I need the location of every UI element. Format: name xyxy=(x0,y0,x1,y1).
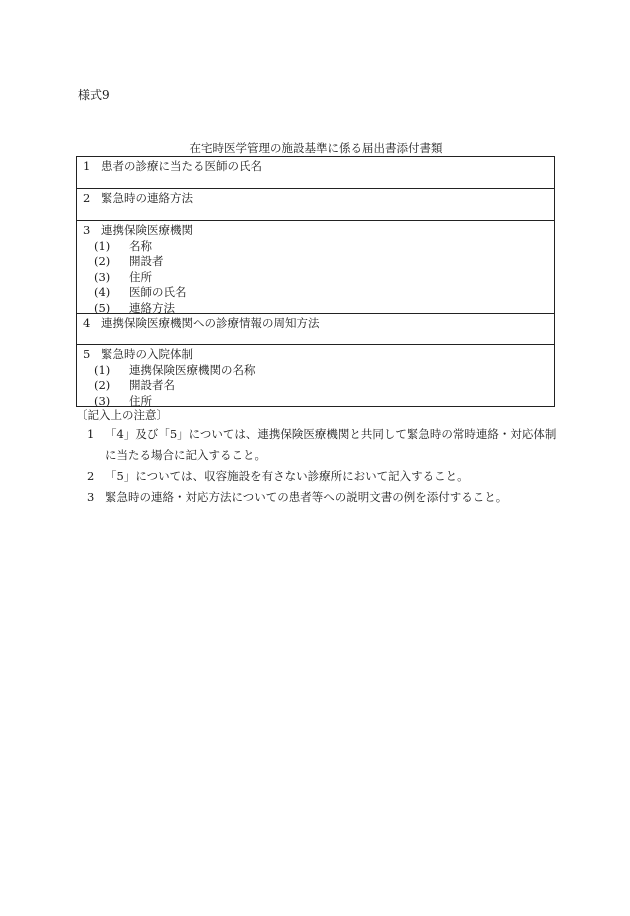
form-number: 様式9 xyxy=(78,88,110,102)
form-table xyxy=(76,156,555,407)
sub-item-number: (5) xyxy=(94,300,111,315)
section-label: 緊急時の連絡方法 xyxy=(101,191,193,205)
section-2 xyxy=(77,188,554,220)
sub-item-label: 住所 xyxy=(129,269,152,284)
note-number: 2 xyxy=(87,469,95,483)
note-number: 1 xyxy=(87,427,95,441)
section-number: 2 xyxy=(83,191,91,205)
section-5 xyxy=(77,344,554,406)
sub-item-number: (1) xyxy=(94,238,111,253)
sub-item-label: 開設者 xyxy=(129,254,164,268)
sub-item xyxy=(83,378,554,394)
sub-item-number: (2) xyxy=(94,378,111,392)
sub-item xyxy=(83,285,554,301)
section-label: 緊急時の入院体制 xyxy=(101,347,193,361)
section-4 xyxy=(77,313,554,344)
sub-item xyxy=(83,363,554,379)
section-heading xyxy=(83,316,554,332)
section-label: 連携保険医療機関 xyxy=(101,223,193,237)
note-item xyxy=(87,487,566,508)
note-text: 「5」については、収容施設を有さない診療所において記入すること。 xyxy=(105,469,469,483)
notes-block xyxy=(76,406,566,508)
sub-item-number: (3) xyxy=(94,393,111,408)
section-3 xyxy=(77,220,554,313)
sub-item-label: 連携保険医療機関の名称 xyxy=(129,362,256,377)
section-label: 連携保険医療機関への診療情報の周知方法 xyxy=(101,316,320,330)
section-label: 患者の診療に当たる医師の氏名 xyxy=(101,159,262,173)
section-heading xyxy=(83,223,554,239)
sub-item-number: (3) xyxy=(94,269,111,284)
section-number: 1 xyxy=(83,159,91,173)
sub-item-label: 開設者名 xyxy=(129,378,175,392)
note-item xyxy=(87,466,566,487)
sub-item-label: 名称 xyxy=(129,238,152,253)
section-number: 3 xyxy=(83,223,91,237)
sub-item xyxy=(83,254,554,270)
sub-item-label: 医師の氏名 xyxy=(129,285,187,299)
section-number: 4 xyxy=(83,316,91,330)
sub-item xyxy=(83,270,554,286)
note-text: 「4」及び「5」については、連携保険医療機関と共同して緊急時の常時連絡・対応体制に当たる場合に記入すること。 xyxy=(105,427,557,462)
section-1 xyxy=(77,157,554,188)
section-number: 5 xyxy=(83,347,91,361)
sub-item-number: (4) xyxy=(94,285,111,299)
sub-item-label: 住所 xyxy=(129,393,152,408)
note-number: 3 xyxy=(87,490,95,504)
note-text: 緊急時の連絡・対応方法についての患者等への説明文書の例を添付すること。 xyxy=(105,490,508,504)
notes-title: 〔記入上の注意〕 xyxy=(76,408,168,422)
section-heading xyxy=(83,347,554,363)
section-heading xyxy=(83,191,554,207)
document-title: 在宅時医学管理の施設基準に係る届出書添付書類 xyxy=(189,141,443,155)
sub-item xyxy=(83,239,554,255)
sub-item-label: 連絡方法 xyxy=(129,300,175,315)
sub-item-number: (2) xyxy=(94,254,111,268)
note-item xyxy=(87,424,566,466)
sub-item-number: (1) xyxy=(94,362,111,377)
section-heading xyxy=(83,159,554,175)
